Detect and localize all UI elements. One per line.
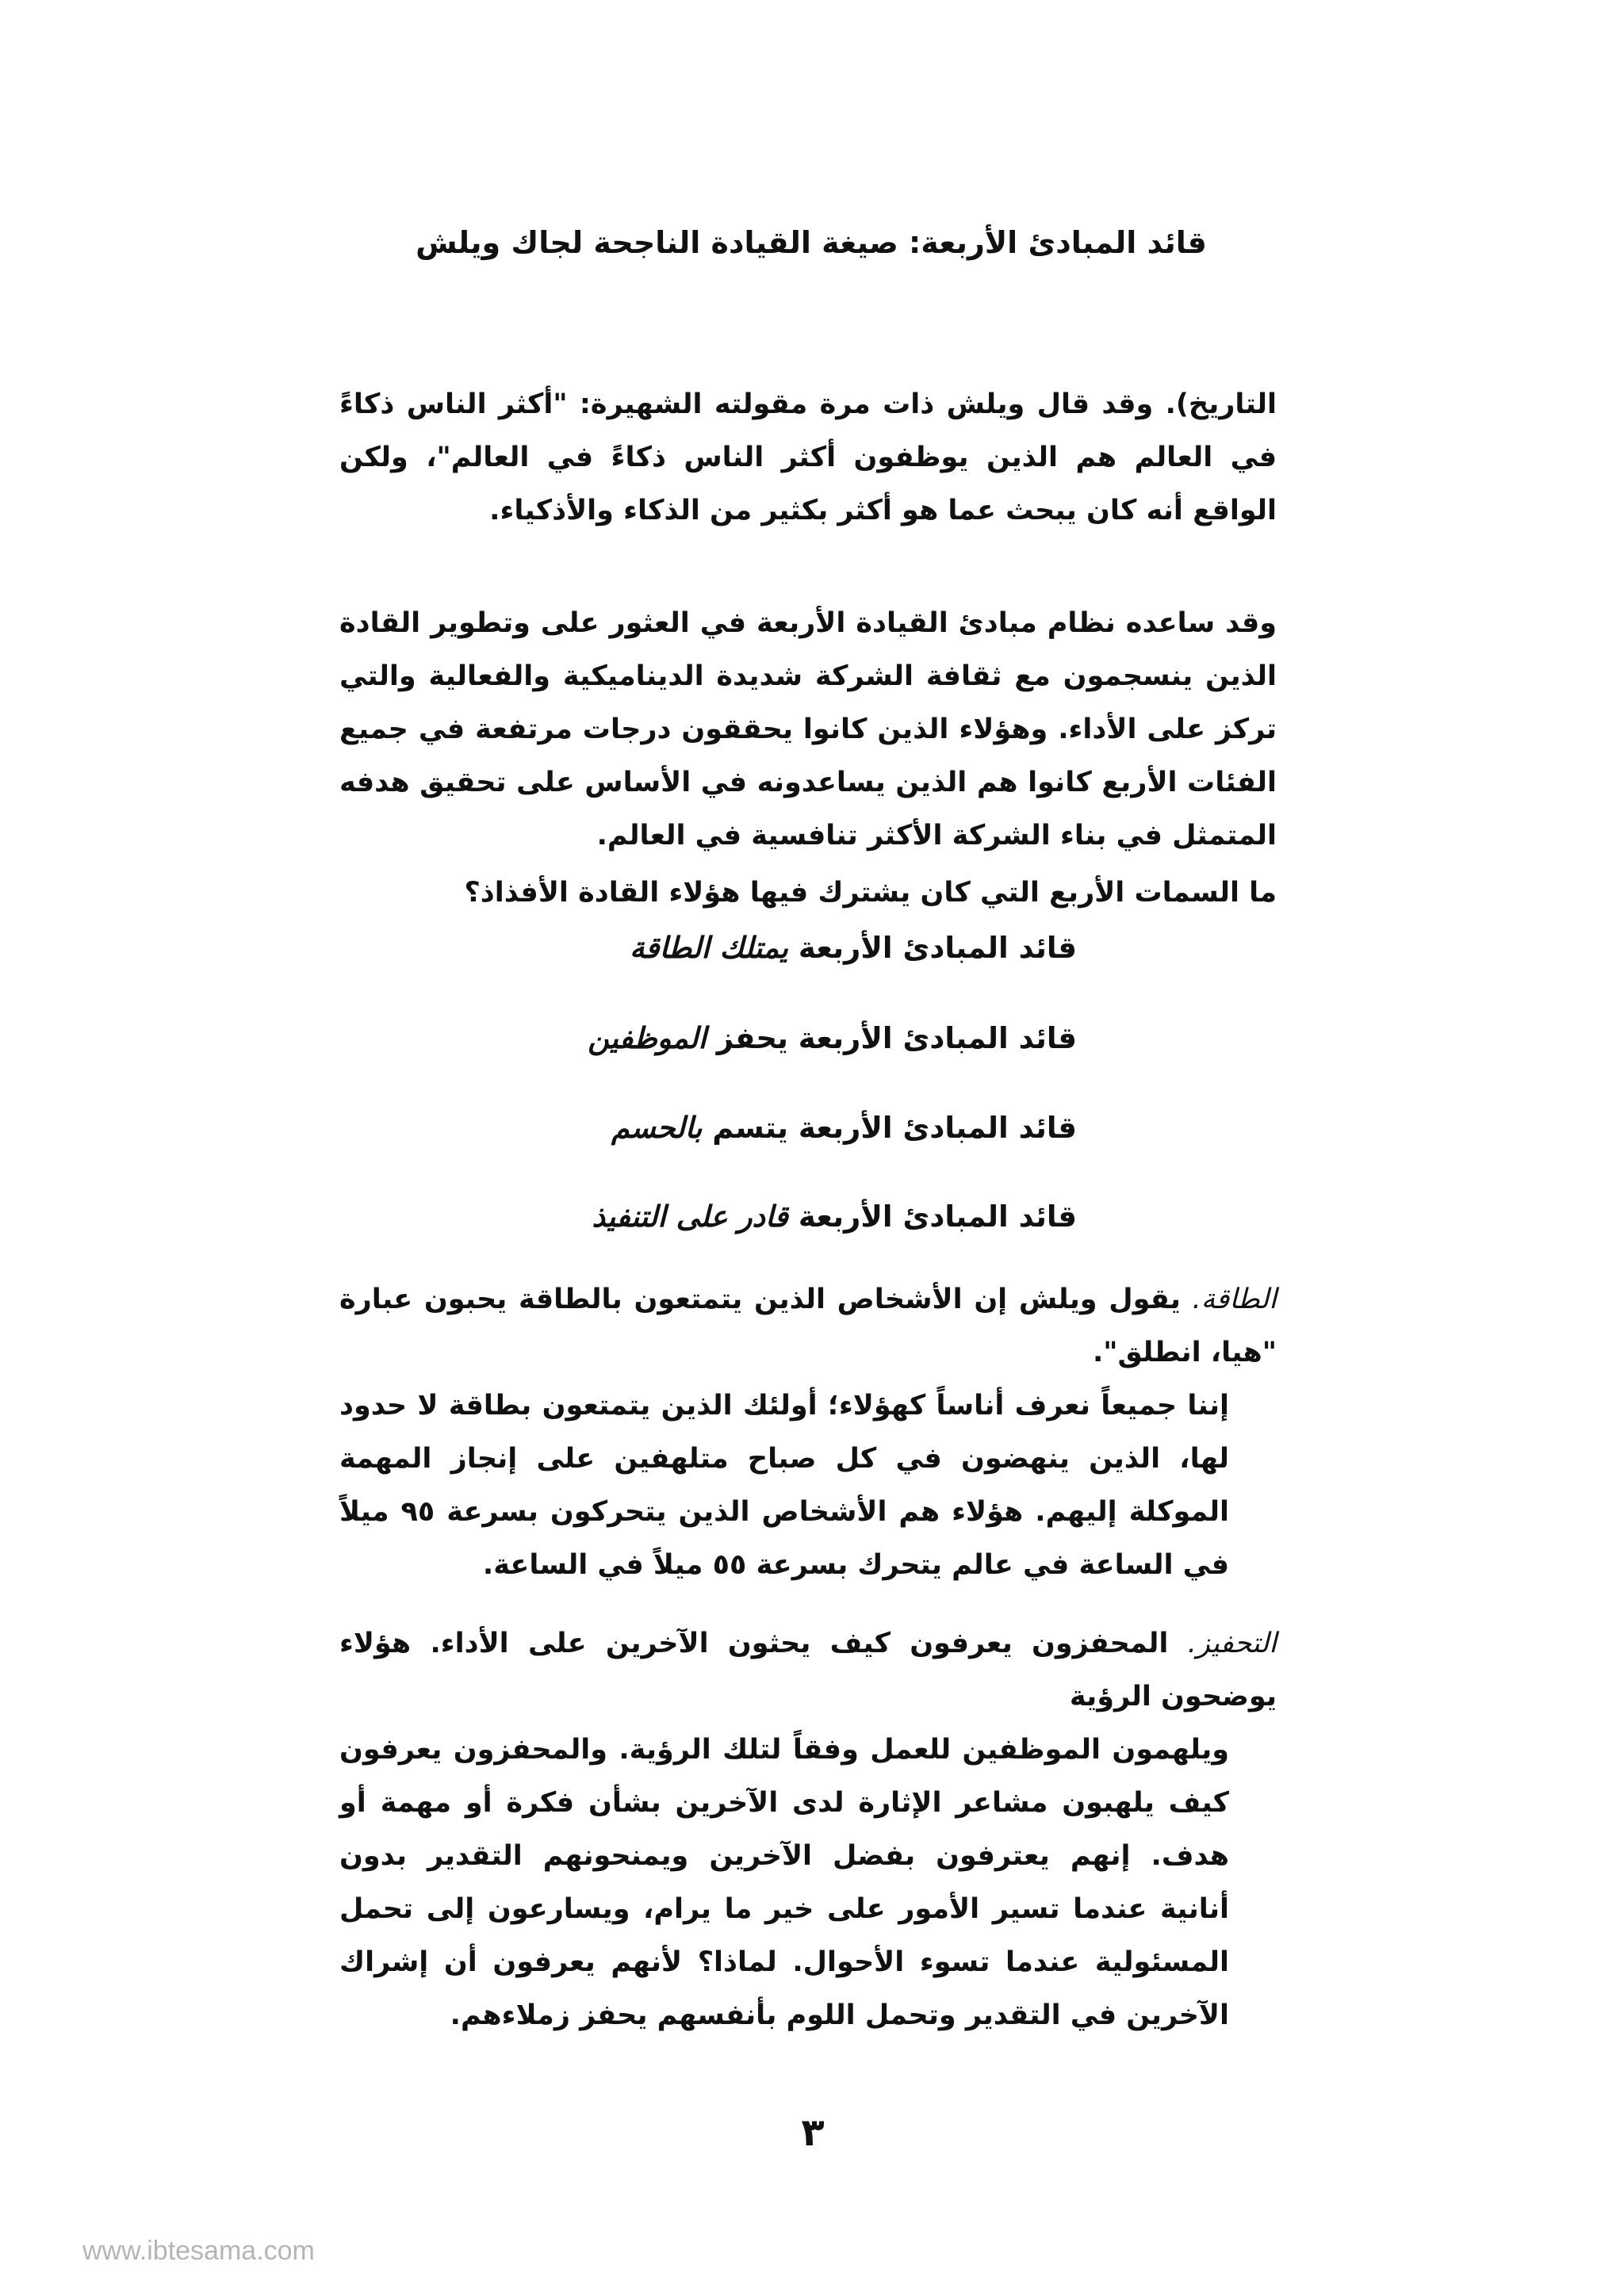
principle-prefix: قائد المبادئ الأربعة xyxy=(787,931,1077,965)
definition-term: الطاقة. xyxy=(1192,1284,1277,1315)
definition-term: التحفيز. xyxy=(1187,1628,1277,1659)
principle-trait: الموظفين xyxy=(588,1021,707,1055)
principle-energy xyxy=(506,924,1077,972)
watermark-url: www.ibtesama.com xyxy=(82,2236,315,2266)
principle-trait: يمتلك الطاقة xyxy=(630,931,788,965)
principle-prefix: قائد المبادئ الأربعة يتسم xyxy=(702,1111,1077,1145)
principle-trait: قادر على التنفيذ xyxy=(592,1200,788,1234)
principle-execute xyxy=(506,1193,1077,1241)
paragraph-four-principles-system: وقد ساعده نظام مبادئ القيادة الأربعة في العثور على وتطوير القادة الذين ينسجمون مع ثقافة الشركة شديدة الديناميكية والفعالية والتي تركز على الأداء. وهؤلاء الذين كانوا يحققون درجات مرتفعة في جميع الفئات الأربع كانوا هم الذين يساعدونه في الأساس على تحقيق هدفه المتمثل في بناء الشركة الأكثر تنافسية في العالم. xyxy=(339,607,1277,851)
definition-energy xyxy=(339,1273,1277,1592)
definition-continuation: ويلهمون الموظفين للعمل وفقاً لتلك الرؤية. والمحفزون يعرفون كيف يلهبون مشاعر الإثارة لدى الآخرين بشأن فكرة أو مهمة أو هدف. إنهم يعترفون بفضل الآخرين ويمنحونهم التقدير بدون أنانية عندما تسير الأمور على خير ما يرام، ويسارعون إلى تحمل المسئولية عندما تسوء الأحوال. لماذا؟ لأنهم يعرفون أن إشراك الآخرين في التقدير وتحمل اللوم بأنفسهم يحفز زملاءهم. xyxy=(339,1734,1229,2031)
principle-edge xyxy=(506,1104,1077,1152)
principle-energize xyxy=(506,1015,1077,1062)
definition-first-line: يقول ويلش إن الأشخاص الذين يتمتعون بالطاقة يحبون عبارة "هيا، انطلق". xyxy=(339,1284,1277,1368)
page-number: ٣ xyxy=(801,2110,825,2155)
definition-energize xyxy=(339,1617,1277,2042)
question-four-traits: ما السمات الأربع التي كان يشترك فيها هؤلاء القادة الأفذاذ؟ xyxy=(464,877,1277,909)
principle-prefix: قائد المبادئ الأربعة يحفز xyxy=(706,1021,1077,1055)
principle-prefix: قائد المبادئ الأربعة xyxy=(787,1200,1077,1234)
definition-continuation: إننا جميعاً نعرف أناساً كهؤلاء؛ أولئك الذين يتمتعون بطاقة لا حدود لها، الذين ينهضون في كل صباح متلهفين على إنجاز المهمة الموكلة إليهم. هؤلاء هم الأشخاص الذين يتحركون بسرعة ٩٥ ميلاً في الساعة في عالم يتحرك بسرعة ٥٥ ميلاً في الساعة. xyxy=(339,1390,1229,1581)
running-header-title: قائد المبادئ الأربعة: صيغة القيادة الناجحة لجاك ويلش xyxy=(416,225,1207,260)
definition-first-line: المحفزون يعرفون كيف يحثون الآخرين على الأداء. هؤلاء يوضحون الرؤية xyxy=(339,1628,1277,1712)
principle-trait: بالحسم xyxy=(611,1111,703,1145)
paragraph-intro: التاريخ). وقد قال ويلش ذات مرة مقولته الشهيرة: "أكثر الناس ذكاءً في العالم هم الذين يوظفون أكثر الناس ذكاءً في العالم"، ولكن الواقع أنه كان يبحث عما هو أكثر بكثير من الذكاء والأذكياء. xyxy=(339,388,1277,526)
